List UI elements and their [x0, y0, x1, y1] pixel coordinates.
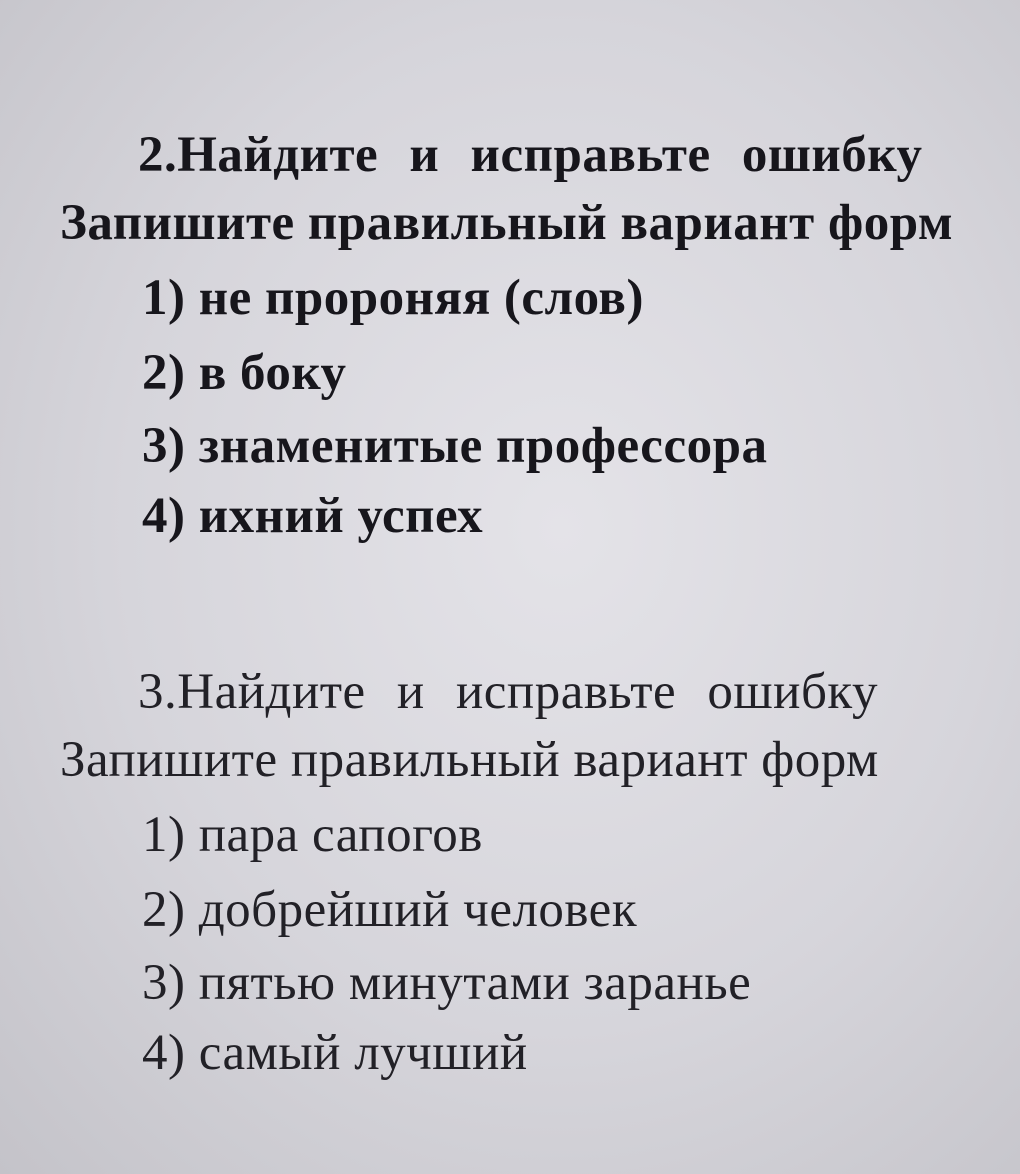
- task-instruction: Запишите правильный вариант форм: [60, 195, 954, 251]
- option-item: 1) не пророняя (слов): [142, 270, 644, 326]
- option-item: 3) пятью минутами заранье: [142, 955, 752, 1011]
- option-item: 2) добрейший человек: [142, 882, 638, 938]
- option-item: 2) в боку: [142, 345, 347, 401]
- option-item: 1) пара сапогов: [142, 807, 483, 863]
- task-heading: 3.Найдите и исправьте ошибку: [138, 664, 878, 720]
- task-heading: 2.Найдите и исправьте ошибку: [138, 127, 923, 183]
- option-item: 3) знаменитые профессора: [142, 418, 768, 474]
- task-instruction: Запишите правильный вариант форм: [60, 732, 879, 788]
- option-item: 4) ихний успех: [142, 488, 484, 544]
- option-item: 4) самый лучший: [142, 1025, 528, 1081]
